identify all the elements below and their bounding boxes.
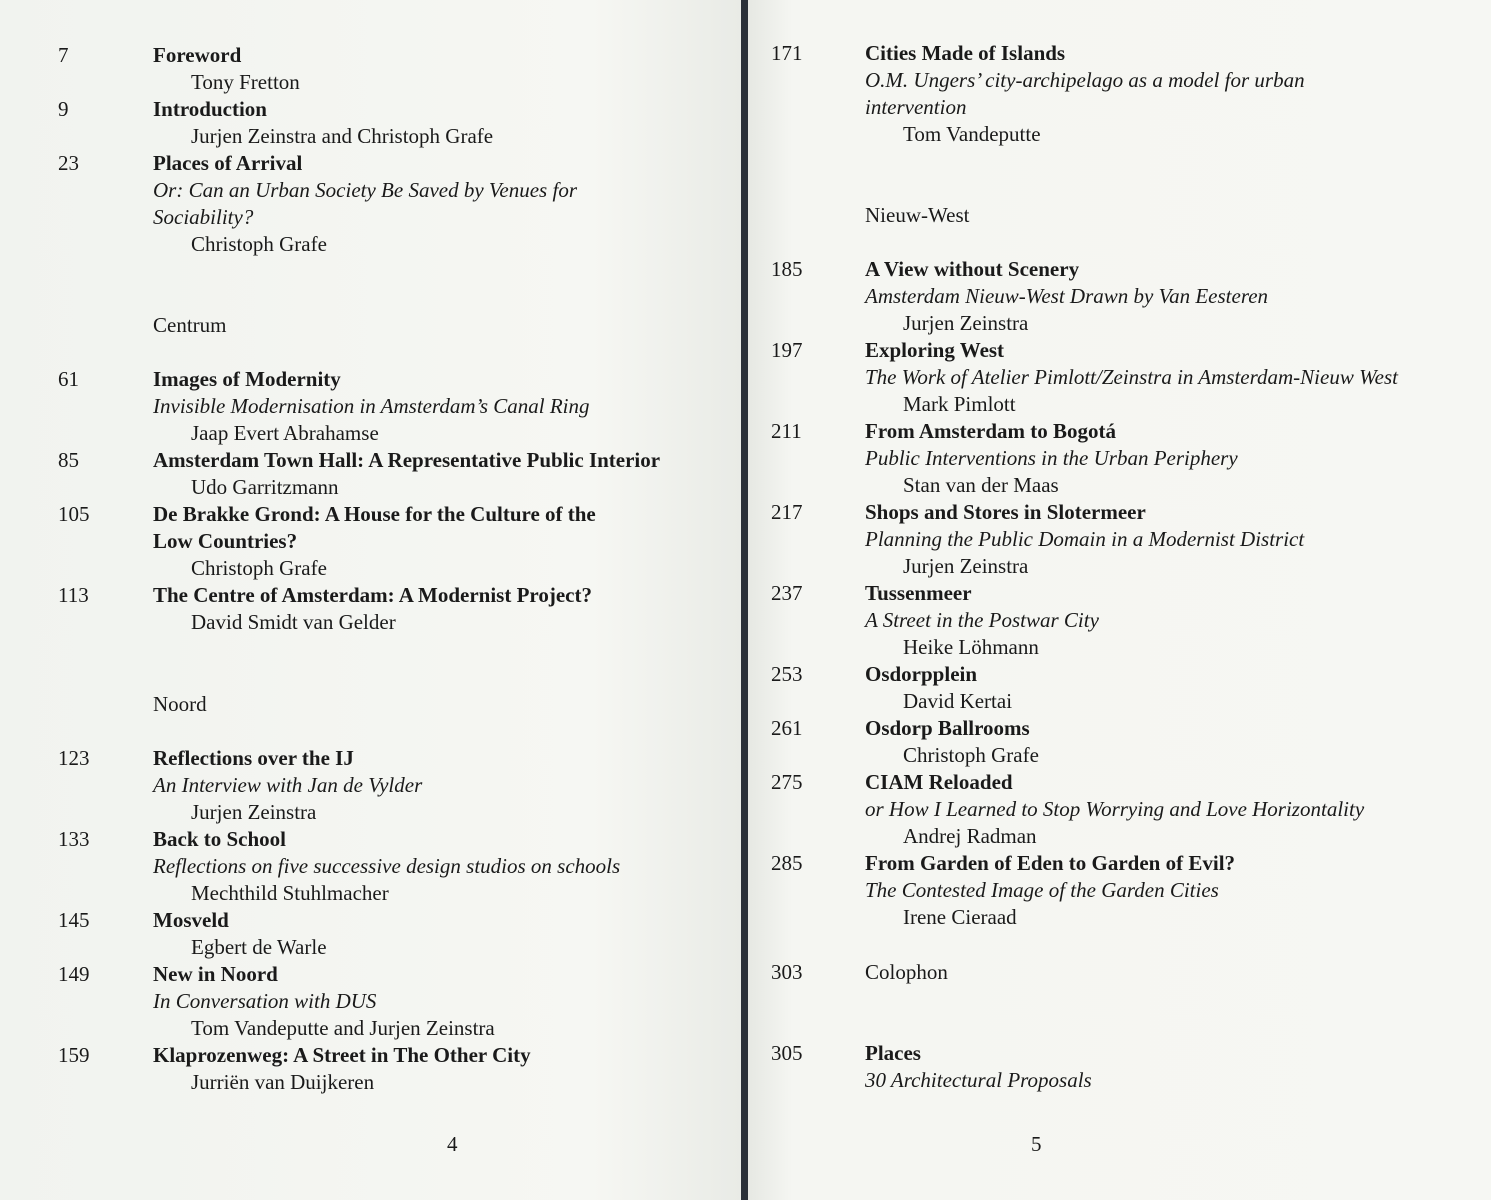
entry-page-number: 7	[58, 43, 69, 67]
book-spine	[741, 0, 748, 1200]
entry-page-number: 305	[771, 1041, 803, 1065]
entry-title: A View without Scenery	[865, 257, 1080, 281]
entry-page-number: 211	[771, 419, 802, 443]
entry-title: Cities Made of Islands	[865, 41, 1066, 65]
entry-author: Irene Cieraad	[903, 905, 1017, 929]
entry-title: Places of Arrival	[153, 151, 303, 175]
entry-title: Back to School	[153, 827, 287, 851]
entry-subtitle: In Conversation with DUS	[153, 989, 377, 1013]
entry-title: Introduction	[153, 97, 267, 121]
toc-entry	[865, 418, 1485, 499]
entry-subtitle: 30 Architectural Proposals	[865, 1068, 1092, 1092]
entry-page-number: 261	[771, 716, 803, 740]
entry-title: Images of Modernity	[153, 367, 341, 391]
toc-entry	[865, 959, 1485, 986]
entry-author: Egbert de Warle	[191, 935, 327, 959]
entry-author: Heike Löhmann	[903, 635, 1039, 659]
entry-subtitle: Reflections on five successive design studios on schools	[153, 854, 621, 878]
entry-page-number: 61	[58, 367, 79, 391]
entry-author: Jurjen Zeinstra	[903, 554, 1029, 578]
entry-title: From Garden of Eden to Garden of Evil?	[865, 851, 1236, 875]
entry-title: CIAM Reloaded	[865, 770, 1013, 794]
section-heading: Noord	[153, 692, 207, 716]
toc-entry	[865, 769, 1485, 850]
left-page	[0, 0, 741, 1200]
entry-subtitle: O.M. Ungers’ city-archipelago as a model for urban intervention	[865, 68, 1305, 119]
entry-page-number: 149	[58, 962, 90, 986]
toc-entry	[153, 96, 733, 150]
entry-subtitle: Amsterdam Nieuw-West Drawn by Van Eesteren	[865, 284, 1269, 308]
entry-title: Colophon	[865, 960, 948, 984]
entry-page-number: 133	[58, 827, 90, 851]
entry-author: Christoph Grafe	[191, 232, 327, 256]
entry-subtitle: A Street in the Postwar City	[865, 608, 1099, 632]
entry-author: David Kertai	[903, 689, 1013, 713]
entry-page-number: 275	[771, 770, 803, 794]
toc-entry	[153, 826, 733, 907]
entry-author: Christoph Grafe	[903, 743, 1039, 767]
toc-entry	[865, 337, 1485, 418]
entry-subtitle: or How I Learned to Stop Worrying and Love Horizontality	[865, 797, 1365, 821]
entry-author: Jurjen Zeinstra and Christoph Grafe	[191, 124, 494, 148]
entry-subtitle: Invisible Modernisation in Amsterdam’s Canal Ring	[153, 394, 590, 418]
entry-page-number: 9	[58, 97, 69, 121]
toc-right	[748, 0, 1491, 1200]
entry-page-number: 285	[771, 851, 803, 875]
entry-author: Christoph Grafe	[191, 556, 327, 580]
entry-page-number: 185	[771, 257, 803, 281]
toc-entry	[153, 150, 733, 258]
entry-page-number: 85	[58, 448, 79, 472]
entry-author: Andrej Radman	[903, 824, 1037, 848]
toc-entry	[865, 580, 1485, 661]
entry-title: From Amsterdam to Bogotá	[865, 419, 1116, 443]
toc-entry	[865, 1040, 1485, 1094]
right-page	[748, 0, 1491, 1200]
entry-author: Tom Vandeputte	[903, 122, 1041, 146]
entry-author: Mechthild Stuhlmacher	[191, 881, 389, 905]
entry-author: Tom Vandeputte and Jurjen Zeinstra	[191, 1016, 495, 1040]
entry-title: Tussenmeer	[865, 581, 972, 605]
entry-subtitle: Or: Can an Urban Society Be Saved by Venues for Sociability?	[153, 178, 577, 229]
toc-entry	[153, 366, 733, 447]
page-number-left: 4	[447, 1132, 458, 1156]
entry-author: Mark Pimlott	[903, 392, 1016, 416]
entry-subtitle: An Interview with Jan de Vylder	[153, 773, 423, 797]
entry-page-number: 237	[771, 581, 803, 605]
entry-subtitle: The Contested Image of the Garden Cities	[865, 878, 1219, 902]
toc-entry	[153, 745, 733, 826]
entry-author: Jurjen Zeinstra	[191, 800, 317, 824]
entry-title: Shops and Stores in Slotermeer	[865, 500, 1146, 524]
entry-title: Osdorp Ballrooms	[865, 716, 1030, 740]
entry-title: The Centre of Amsterdam: A Modernist Project?	[153, 583, 592, 607]
section-heading: Nieuw-West	[865, 203, 970, 227]
entry-title: Places	[865, 1041, 921, 1065]
entry-subtitle: Public Interventions in the Urban Periphery	[865, 446, 1238, 470]
entry-author: Jurjen Zeinstra	[903, 311, 1029, 335]
entry-author: Udo Garritzmann	[191, 475, 339, 499]
toc-entry	[865, 499, 1485, 580]
entry-title: De Brakke Grond: A House for the Culture of the Low Countries?	[153, 502, 596, 553]
toc-entry	[153, 447, 733, 501]
entry-page-number: 123	[58, 746, 90, 770]
entry-author: Stan van der Maas	[903, 473, 1059, 497]
entry-author: Tony Fretton	[191, 70, 300, 94]
entry-page-number: 23	[58, 151, 79, 175]
entry-author: David Smidt van Gelder	[191, 610, 396, 634]
toc-entry	[153, 42, 733, 96]
toc-entry	[153, 582, 733, 636]
entry-title: Amsterdam Town Hall: A Representative Public Interior	[153, 448, 661, 472]
entry-title: Mosveld	[153, 908, 229, 932]
entry-subtitle: The Work of Atelier Pimlott/Zeinstra in Amsterdam-Nieuw West	[865, 365, 1398, 389]
entry-author: Jurriën van Duijkeren	[191, 1070, 375, 1094]
entry-page-number: 145	[58, 908, 90, 932]
entry-subtitle: Planning the Public Domain in a Modernist District	[865, 527, 1305, 551]
entry-title: Exploring West	[865, 338, 1005, 362]
entry-page-number: 217	[771, 500, 803, 524]
section-heading: Centrum	[153, 313, 227, 337]
entry-page-number: 303	[771, 960, 803, 984]
entry-page-number: 105	[58, 502, 90, 526]
toc-left	[0, 0, 741, 1200]
entry-title: New in Noord	[153, 962, 278, 986]
toc-entry	[865, 850, 1485, 931]
toc-entry	[153, 501, 733, 582]
toc-entry	[865, 256, 1485, 337]
entry-page-number: 113	[58, 583, 89, 607]
toc-entry	[865, 715, 1485, 769]
toc-entry	[153, 1042, 733, 1096]
toc-entry	[153, 907, 733, 961]
entry-title: Reflections over the IJ	[153, 746, 354, 770]
page-number-right: 5	[1031, 1132, 1042, 1156]
toc-entry	[865, 40, 1485, 148]
toc-entry	[153, 961, 733, 1042]
toc-entry	[865, 661, 1485, 715]
entry-title: Foreword	[153, 43, 242, 67]
entry-author: Jaap Evert Abrahamse	[191, 421, 379, 445]
entry-page-number: 171	[771, 41, 803, 65]
entry-page-number: 159	[58, 1043, 90, 1067]
entry-title: Klaprozenweg: A Street in The Other City	[153, 1043, 531, 1067]
entry-page-number: 197	[771, 338, 803, 362]
entry-title: Osdorpplein	[865, 662, 978, 686]
entry-page-number: 253	[771, 662, 803, 686]
